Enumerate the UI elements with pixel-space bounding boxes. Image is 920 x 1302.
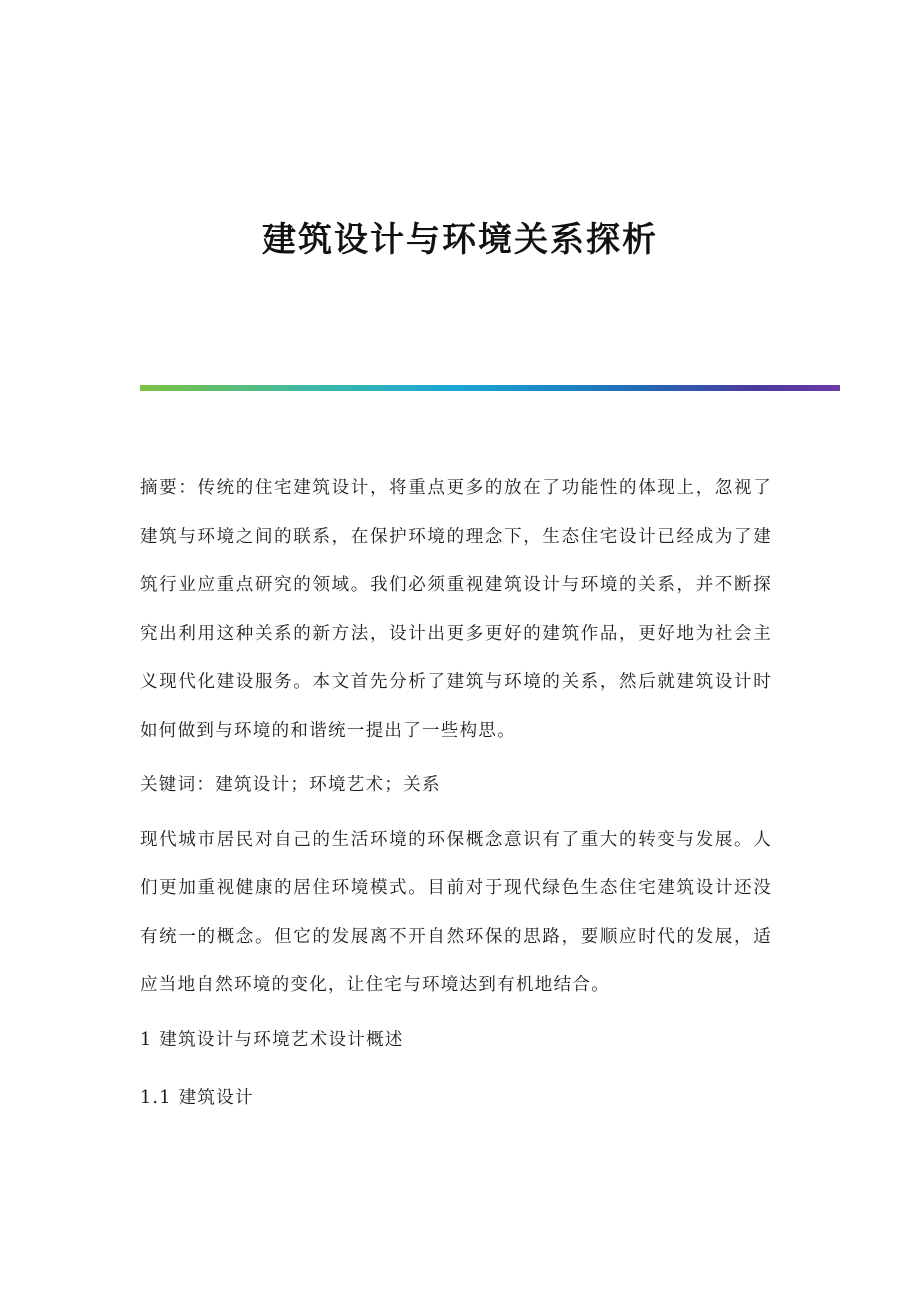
document-body bbox=[140, 464, 772, 1129]
document-title: 建筑设计与环境关系探析 bbox=[262, 220, 658, 260]
title-divider bbox=[140, 385, 840, 391]
intro-paragraph: 现代城市居民对自己的生活环境的环保概念意识有了重大的转变与发展。人们更加重视健康的居住环境模式。目前对于现代绿色生态住宅建筑设计还没有统一的概念。但它的发展离不开自然环保的思路，要顺应时代的发展，适应当地自然环境的变化，让住宅与环境达到有机地结合。 bbox=[140, 829, 772, 995]
keywords-line: 关键词：建筑设计；环境艺术；关系 bbox=[140, 775, 441, 795]
section-heading-1: 1 建筑设计与环境艺术设计概述 bbox=[140, 1029, 404, 1050]
abstract-paragraph: 摘要：传统的住宅建筑设计，将重点更多的放在了功能性的体现上，忽视了建筑与环境之间的联系，在保护环境的理念下，生态住宅设计已经成为了建筑行业应重点研究的领域。我们必须重视建筑设计与环境的关系，并不断探究出利用这种关系的新方法，设计出更多更好的建筑作品，更好地为社会主义现代化建设服务。本文首先分析了建筑与环境的关系，然后就建筑设计时如何做到与环境的和谐统一提出了一些构思。 bbox=[140, 478, 772, 741]
section-heading-1-1: 1.1 建筑设计 bbox=[140, 1088, 254, 1108]
